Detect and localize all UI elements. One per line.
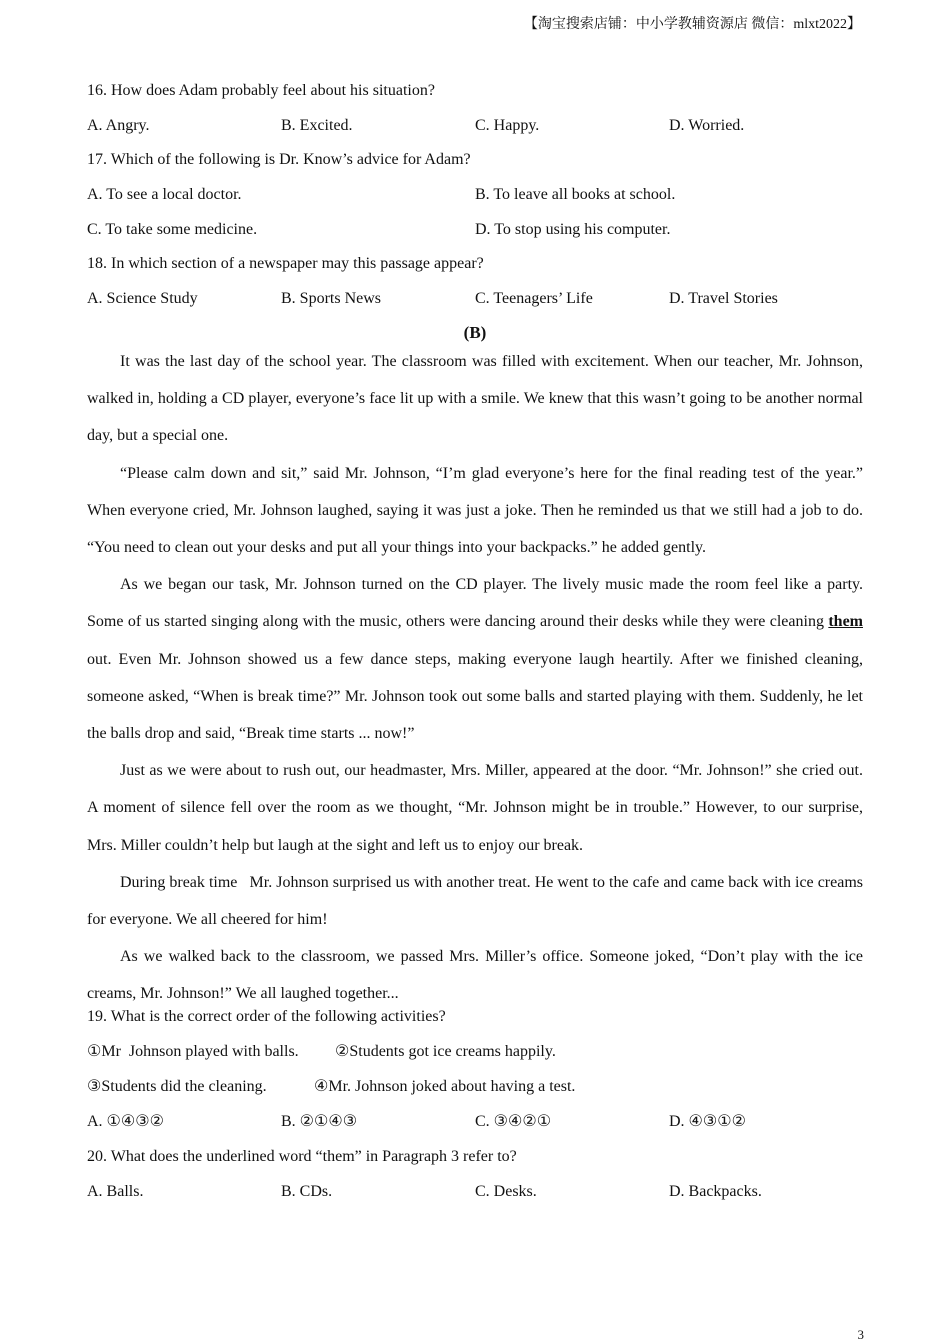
q19-item-1: ①Mr Johnson played with balls. bbox=[87, 1043, 299, 1060]
q20-option-b: B. CDs. bbox=[281, 1183, 333, 1200]
q19-option-c: C. ③④②① bbox=[475, 1113, 552, 1130]
q18-option-a: A. Science Study bbox=[87, 290, 198, 307]
q18-option-c: C. Teenagers’ Life bbox=[475, 290, 593, 307]
q18-option-b: B. Sports News bbox=[281, 290, 382, 307]
question-19: 19. What is the correct order of the following activities? bbox=[87, 1008, 446, 1025]
passage-paragraph-4: Just as we were about to rush out, our headmaster, Mrs. Miller, appeared at the door. “Mr. Johnson!” she cried out. A moment of silence fell over the room as we thought, “Mr. Johnson might be in trouble.” However, to our surprise, Mrs. Miller couldn’t help but laugh at the sight and left us to enjoy our break. bbox=[87, 762, 863, 854]
question-17: 17. Which of the following is Dr. Know’s advice for Adam? bbox=[87, 151, 471, 168]
page-number: 3 bbox=[857, 1327, 864, 1342]
q16-option-b: B. Excited. bbox=[281, 117, 353, 134]
passage-paragraph-2 bbox=[87, 455, 863, 567]
section-b-title: (B) bbox=[463, 323, 487, 342]
underlined-word-them: them bbox=[828, 613, 863, 631]
q17-option-a: A. To see a local doctor. bbox=[87, 186, 242, 203]
q20-option-c: C. Desks. bbox=[475, 1183, 537, 1200]
q19-item-3: ③Students did the cleaning. bbox=[87, 1078, 267, 1095]
q19-option-d: D. ④③①② bbox=[669, 1113, 746, 1130]
question-20: 20. What does the underlined word “them” in Paragraph 3 refer to? bbox=[87, 1148, 517, 1165]
q19-option-b: B. ②①④③ bbox=[281, 1113, 358, 1130]
q19-item-4: ④Mr. Johnson joked about having a test. bbox=[314, 1078, 576, 1095]
question-16: 16. How does Adam probably feel about his situation? bbox=[87, 82, 435, 99]
q16-option-d: D. Worried. bbox=[669, 117, 745, 134]
paragraph-3-text-b: out. Even Mr. Johnson showed us a few dance steps, making everyone laugh heartily. After we finished cleaning, someone asked, “When is break time?” Mr. Johnson took out some balls and started playing with them. Suddenly, he let the balls drop and said, “Break time starts ... now!” bbox=[87, 650, 863, 743]
q20-option-a: A. Balls. bbox=[87, 1183, 144, 1200]
passage-paragraph-3 bbox=[87, 566, 863, 752]
source-header: 【淘宝搜索店铺：中小学教辅资源店 微信：mlxt2022】 bbox=[523, 17, 861, 32]
passage-paragraph-5: During break time Mr. Johnson surprised us with another treat. He went to the cafe and came back with ice creams for everyone. We all cheered for him! bbox=[87, 873, 867, 929]
q20-option-d: D. Backpacks. bbox=[669, 1183, 762, 1200]
question-18: 18. In which section of a newspaper may this passage appear? bbox=[87, 255, 484, 272]
q18-option-d: D. Travel Stories bbox=[669, 290, 778, 307]
q16-option-a: A. Angry. bbox=[87, 117, 150, 134]
q17-option-b: B. To leave all books at school. bbox=[475, 186, 676, 203]
q16-option-c: C. Happy. bbox=[475, 117, 540, 134]
q19-item-2: ②Students got ice creams happily. bbox=[335, 1043, 556, 1060]
passage-paragraph-6: As we walked back to the classroom, we passed Mrs. Miller’s office. Someone joked, “Don’t play with the ice creams, Mr. Johnson!” We all laughed together... bbox=[87, 948, 863, 1003]
q19-option-a: A. ①④③② bbox=[87, 1113, 164, 1130]
q17-option-d: D. To stop using his computer. bbox=[475, 221, 671, 238]
paragraph-2-text: “Please calm down and sit,” said Mr. Johnson, “I’m glad everyone’s here for the final reading test of the year.” When everyone cried, Mr. Johnson laughed, saying it was just a joke. Then he reminded us that we still had a job to do. “You need to clean out your desks and put all your things into your backpacks.” he added gently. bbox=[87, 464, 863, 557]
paragraph-3-text-a: As we began our task, Mr. Johnson turned on the CD player. The lively music made the room feel like a party. Some of us started singing along with the music, others were dancing around their desks while they were cleaning bbox=[87, 576, 863, 631]
passage-b bbox=[87, 343, 867, 1013]
q17-option-c: C. To take some medicine. bbox=[87, 221, 258, 238]
passage-paragraph-1: It was the last day of the school year. The classroom was filled with excitement. When our teacher, Mr. Johnson, walked in, holding a CD player, everyone’s face lit up with a smile. We knew that this wasn’t going to be another normal day, but a special one. bbox=[87, 353, 863, 445]
